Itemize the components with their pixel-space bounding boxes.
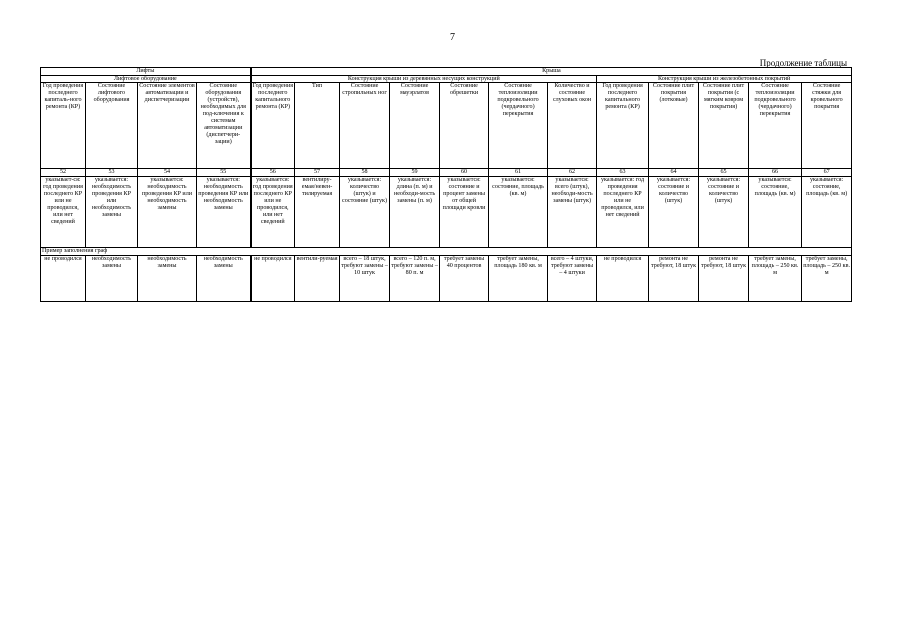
example-value: требует замены 40 процентов — [440, 256, 489, 302]
fill-instruction: указывается: состояние, площадь (кв. м) — [802, 177, 852, 248]
column-header: Состояние теплоизоляции подкровельного (чердачного) перекрытия — [489, 83, 548, 169]
column-header: Состояние стяжки для кровельного покрытия — [802, 83, 852, 169]
example-value: необходимость замены — [86, 256, 138, 302]
example-value: не проводился — [251, 256, 295, 302]
column-number: 64 — [649, 169, 699, 177]
example-value: всего – 120 п. м, требуют замены – 80 п. м — [390, 256, 440, 302]
column-number: 67 — [802, 169, 852, 177]
column-header: Год проведения последнего капиталь-ного ремонта (КР) — [41, 83, 86, 169]
example-value: всего – 18 штук, требуют замены – 10 штук — [340, 256, 390, 302]
fill-instruction: указывается: всего (штук), необходи-мость замены (штук) — [548, 177, 597, 248]
column-header: Год проведения последнего капитального ремонта (КР) — [251, 83, 295, 169]
example-value: не проводился — [41, 256, 86, 302]
column-header: Состояние мауэрлатов — [390, 83, 440, 169]
example-value: необходимость замены — [197, 256, 251, 302]
fill-instruction: указывается: состояние, площадь (кв. м) — [749, 177, 802, 248]
example-value: требует замены, площадь 180 кв. м — [489, 256, 548, 302]
column-number: 52 — [41, 169, 86, 177]
continuation-label: Продолжение таблицы — [759, 58, 847, 68]
fill-instruction: указывается: необходимость проведения КР или необходимость замены — [138, 177, 197, 248]
example-value: всего – 4 штуки, требуют замены – 4 штуки — [548, 256, 597, 302]
column-header: Состояние теплоизоляции подкровельного (чердачного) перекрытия — [749, 83, 802, 169]
column-header: Состояние элементов автоматизации и диспетчеризации — [138, 83, 197, 169]
column-number: 56 — [251, 169, 295, 177]
fill-instruction: указывается: год проведения последнего КР или не проводился, или нет сведений — [251, 177, 295, 248]
column-header: Состояние плит покрытия (лотковые) — [649, 83, 699, 169]
column-number: 66 — [749, 169, 802, 177]
page-number: 7 — [450, 32, 455, 43]
example-value: не проводился — [597, 256, 649, 302]
column-header: Год проведения последнего капитального ремонта (КР) — [597, 83, 649, 169]
example-value: ремонта не требуют, 18 штук — [649, 256, 699, 302]
column-number: 53 — [86, 169, 138, 177]
fill-instruction: указывается: состояние, площадь (кв. м) — [489, 177, 548, 248]
column-number: 55 — [197, 169, 251, 177]
header-roof-wood: Конструкция крыши из деревянных несущих конструкций — [251, 75, 597, 83]
example-value: требует замены, площадь – 250 кв. м — [802, 256, 852, 302]
header-elevator-equipment: Лифтовое оборудование — [41, 75, 251, 83]
column-number: 62 — [548, 169, 597, 177]
column-header: Состояние плит покрытия (с мягким ковром покрытия) — [699, 83, 749, 169]
column-number: 60 — [440, 169, 489, 177]
column-number: 59 — [390, 169, 440, 177]
example-value: требует замены, площадь – 250 кв. м — [749, 256, 802, 302]
fill-instruction: указывается: состояние и процент замены от общей площади кровли — [440, 177, 489, 248]
fill-instruction: вентилиру-емая/невен-тилируемая — [295, 177, 340, 248]
column-number: 63 — [597, 169, 649, 177]
column-number: 57 — [295, 169, 340, 177]
example-label: Пример заполнения граф — [41, 248, 852, 256]
column-header: Состояние обрешетки — [440, 83, 489, 169]
fill-instruction: указывается: количество (штук) и состояние (штук) — [340, 177, 390, 248]
fill-instruction: указывается: необходимость проведения КР или необходимость замены — [86, 177, 138, 248]
fill-instruction: указывается: год проведения последнего КР или не проводился, или нет сведений — [597, 177, 649, 248]
column-number: 54 — [138, 169, 197, 177]
header-roof-concrete: Конструкция крыши из железобетонных покрытий — [597, 75, 852, 83]
column-number: 61 — [489, 169, 548, 177]
column-header: Количество и состояние слуховых окон — [548, 83, 597, 169]
example-value: вентили-руемая — [295, 256, 340, 302]
column-number: 58 — [340, 169, 390, 177]
header-elevators: Лифты — [41, 68, 251, 76]
fill-instruction: указывает-ся: год проведения последнего КР или не проводился, или нет сведений — [41, 177, 86, 248]
example-value: ремонта не требуют, 18 штук — [699, 256, 749, 302]
column-number: 65 — [699, 169, 749, 177]
header-roof: Крыша — [251, 68, 852, 76]
fill-instruction: указывается: длина (п. м) и необходи-мость замены (п. м) — [390, 177, 440, 248]
example-value: необходимость замены — [138, 256, 197, 302]
main-table — [40, 67, 852, 302]
column-header: Состояние стропильных ног — [340, 83, 390, 169]
fill-instruction: указывается: состояние и количество (штук) — [649, 177, 699, 248]
column-header: Тип — [295, 83, 340, 169]
fill-instruction: указывается: состояние и количество (штук) — [699, 177, 749, 248]
column-header: Состояние лифтового оборудования — [86, 83, 138, 169]
fill-instruction: указывается: необходимость проведения КР или необходимость замены — [197, 177, 251, 248]
column-header: Состояние оборудования (устройств), необходимых для под-ключения к системам автоматизации (диспетчери-зации) — [197, 83, 251, 169]
